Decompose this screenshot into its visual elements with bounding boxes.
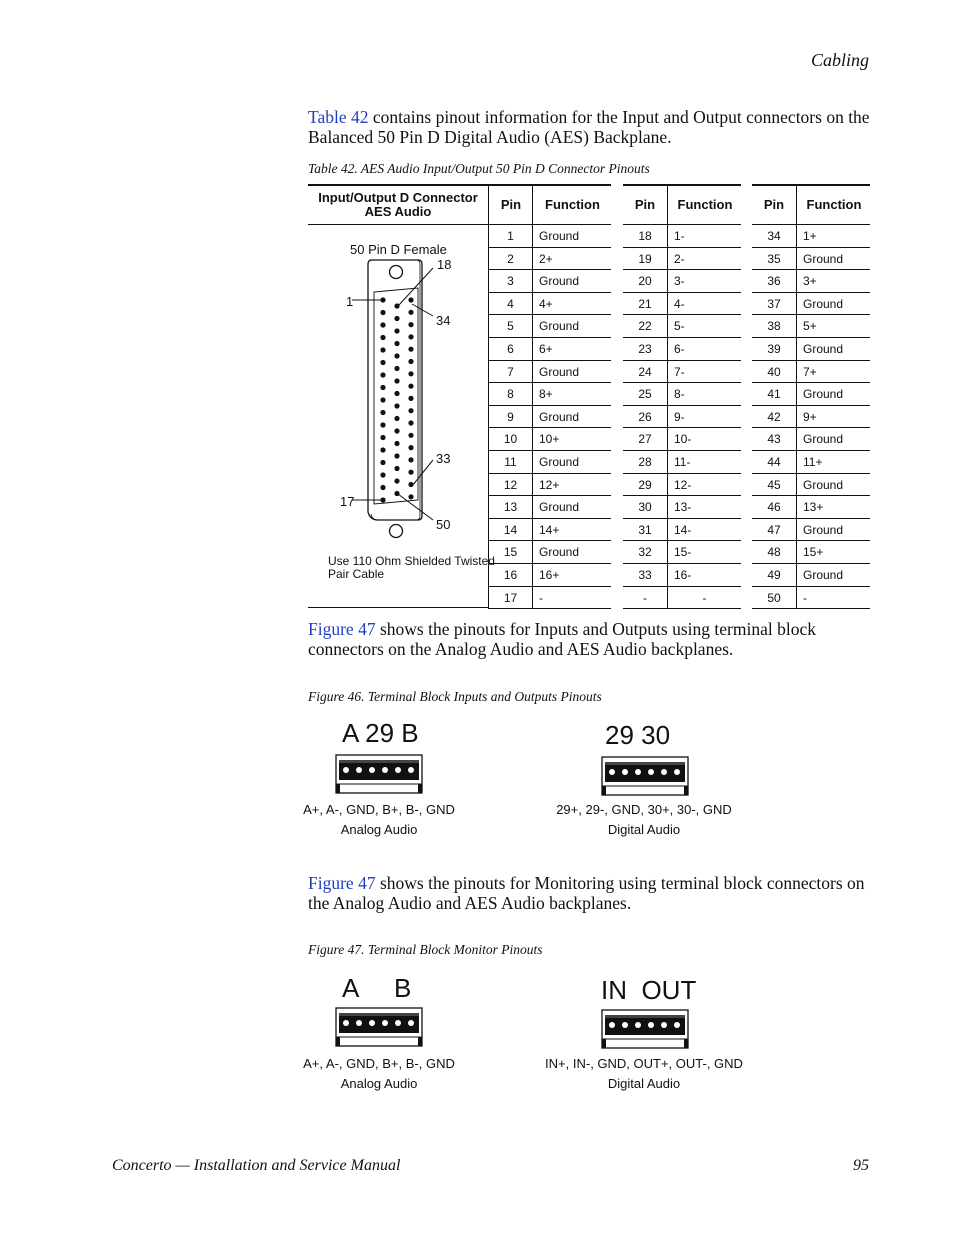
connector-pin — [408, 494, 413, 499]
connector-pin — [394, 478, 399, 483]
connector-pin — [408, 445, 413, 450]
table-function-cell: Ground — [532, 406, 611, 429]
table-pin-cell: 14 — [488, 519, 532, 542]
table-pin-cell: 18 — [623, 225, 667, 248]
table-pin-cell: 21 — [623, 293, 667, 316]
table-function-cell: 10- — [667, 428, 741, 451]
terminal-block-icon — [335, 754, 425, 794]
paragraph-monitor-text: shows the pinouts for Monitoring using terminal block connectors on the Analog Audio and AES Audio backplanes. — [308, 873, 865, 913]
table-function-cell: Ground — [532, 225, 611, 248]
table-pin-cell: 22 — [623, 315, 667, 338]
table-42-link[interactable]: Table 42 — [308, 107, 369, 127]
figure-47-caption: Figure 47. Terminal Block Monitor Pinouts — [308, 942, 543, 957]
table-pin-cell: 12 — [488, 474, 532, 497]
connector-pin — [408, 371, 413, 376]
table-function-cell: 1- — [667, 225, 741, 248]
function-header-3: Function — [796, 186, 871, 224]
connector-header-line1: Input/Output D Connector — [318, 190, 478, 205]
table-pin-cell: 26 — [623, 406, 667, 429]
fig47-right-name: Digital Audio — [607, 1076, 681, 1091]
connector-pin — [380, 310, 385, 315]
table-pin-cell: 23 — [623, 338, 667, 361]
table-pin-cell: 3 — [488, 270, 532, 293]
table-pin-cell: 45 — [752, 474, 796, 497]
table-function-cell: 6- — [667, 338, 741, 361]
table-function-cell: - — [532, 587, 611, 610]
connector-pin — [394, 403, 399, 408]
fig46-right-name: Digital Audio — [607, 822, 681, 837]
table-function-cell: 4+ — [532, 293, 611, 316]
table-function-cell: 12+ — [532, 474, 611, 497]
connector-header-line2: AES Audio — [364, 204, 432, 219]
table-caption: Table 42. AES Audio Input/Output 50 Pin D Connector Pinouts — [308, 161, 650, 176]
fig46-left-name: Analog Audio — [340, 822, 418, 837]
connector-column-header — [308, 186, 488, 224]
pin-label-50: 50 — [436, 517, 451, 532]
connector-pin — [380, 385, 385, 390]
table-function-cell: 6+ — [532, 338, 611, 361]
terminal-block-icon — [601, 1009, 691, 1049]
table-function-cell: 11- — [667, 451, 741, 474]
table-function-cell: Ground — [796, 564, 870, 587]
table-pin-cell: 1 — [488, 225, 532, 248]
table-pin-cell: 48 — [752, 541, 796, 564]
table-pin-cell: 34 — [752, 225, 796, 248]
table-pin-cell: 39 — [752, 338, 796, 361]
table-pin-cell: 5 — [488, 315, 532, 338]
figure-47-link-1[interactable]: Figure 47 — [308, 619, 376, 639]
table-function-cell: Ground — [532, 315, 611, 338]
connector-pin — [394, 441, 399, 446]
table-pin-cell: 24 — [623, 361, 667, 384]
connector-pin — [394, 428, 399, 433]
table-pin-cell: 38 — [752, 315, 796, 338]
pinout-table-body — [0, 225, 954, 609]
fig47-right-terminal-block — [601, 1009, 691, 1053]
table-pin-cell: 20 — [623, 270, 667, 293]
mounting-hole-top — [390, 266, 403, 279]
table-pin-cell: 47 — [752, 519, 796, 542]
table-function-cell: 2+ — [532, 248, 611, 271]
connector-pin — [394, 366, 399, 371]
function-header-2: Function — [667, 186, 742, 224]
leader-pin-50 — [398, 494, 433, 520]
table-pin-cell: 37 — [752, 293, 796, 316]
mounting-hole-bottom — [390, 525, 403, 538]
table-pin-cell: 27 — [623, 428, 667, 451]
table-pin-cell: 8 — [488, 383, 532, 406]
connector-pin — [394, 303, 399, 308]
table-pin-cell: 9 — [488, 406, 532, 429]
table-pin-cell: 32 — [623, 541, 667, 564]
connector-pin — [408, 408, 413, 413]
connector-pin — [408, 297, 413, 302]
leader-pin-18 — [398, 268, 433, 306]
connector-pin — [380, 397, 385, 402]
connector-pin — [408, 310, 413, 315]
table-pin-cell: 33 — [623, 564, 667, 587]
table-pin-cell: 30 — [623, 496, 667, 519]
table-function-cell: 13- — [667, 496, 741, 519]
terminal-block-icon — [601, 756, 691, 796]
table-pin-cell: 41 — [752, 383, 796, 406]
table-function-cell: Ground — [796, 474, 870, 497]
connector-pin — [380, 447, 385, 452]
table-function-cell: Ground — [532, 361, 611, 384]
table-pin-cell: 40 — [752, 361, 796, 384]
table-function-cell: 1+ — [796, 225, 870, 248]
table-function-cell: 3- — [667, 270, 741, 293]
cable-note-line1: Use 110 Ohm Shielded Twisted — [328, 554, 495, 568]
table-pin-cell: 4 — [488, 293, 532, 316]
table-pin-cell: 43 — [752, 428, 796, 451]
connector-pin — [408, 457, 413, 462]
fig47-left-name: Analog Audio — [340, 1076, 418, 1091]
connector-pin — [380, 472, 385, 477]
table-pin-cell: 2 — [488, 248, 532, 271]
table-function-cell: 9- — [667, 406, 741, 429]
table-function-cell: Ground — [796, 293, 870, 316]
table-pin-cell: 49 — [752, 564, 796, 587]
connector-pin — [394, 378, 399, 383]
table-function-cell: 16- — [667, 564, 741, 587]
table-function-cell: 15- — [667, 541, 741, 564]
table-function-cell: 14+ — [532, 519, 611, 542]
connector-pin — [408, 384, 413, 389]
intro-paragraph — [308, 107, 873, 147]
table-function-cell: 4- — [667, 293, 741, 316]
table-function-cell: 14- — [667, 519, 741, 542]
table-pin-cell: 19 — [623, 248, 667, 271]
table-pin-cell: 28 — [623, 451, 667, 474]
pin-header-2: Pin — [634, 197, 656, 212]
table-function-cell: 2- — [667, 248, 741, 271]
table-function-cell: 3+ — [796, 270, 870, 293]
pin-label-1: 1 — [346, 294, 354, 309]
table-function-cell: 9+ — [796, 406, 870, 429]
table-pin-cell: 17 — [488, 587, 532, 610]
connector-pin — [408, 359, 413, 364]
paragraph-monitor — [308, 873, 873, 913]
fig47-left-pins: A+, A-, GND, B+, B-, GND — [303, 1056, 455, 1071]
fig46-right-terminal-block — [601, 756, 691, 800]
running-header: Cabling — [810, 50, 869, 70]
table-pin-cell: 25 — [623, 383, 667, 406]
connector-pin — [408, 433, 413, 438]
table-function-cell: 7+ — [796, 361, 870, 384]
connector-title: 50 Pin D Female — [350, 242, 447, 257]
table-pin-cell: 10 — [488, 428, 532, 451]
table-function-cell: Ground — [796, 519, 870, 542]
cable-note-line2: Pair Cable — [328, 567, 385, 581]
intro-text: contains pinout information for the Input and Output connectors on the Balanced 50 Pin D Digital Audio (AES) Backplane. — [308, 107, 870, 147]
table-pin-cell: 29 — [623, 474, 667, 497]
connector-pins — [380, 297, 413, 502]
connector-pin — [394, 391, 399, 396]
pin-label-33: 33 — [436, 451, 451, 466]
footer-manual-title: Concerto — Installation and Service Manual — [112, 1157, 401, 1174]
pin-label-18: 18 — [437, 257, 452, 272]
connector-pin — [380, 335, 385, 340]
pin-header-3: Pin — [763, 197, 785, 212]
connector-pin — [380, 372, 385, 377]
connector-pin — [408, 420, 413, 425]
table-pin-cell: - — [623, 587, 667, 610]
paragraph-io — [308, 619, 873, 659]
table-function-cell: Ground — [796, 248, 870, 271]
connector-cell-bottom-rule — [308, 607, 488, 608]
pin-label-17: 17 — [340, 494, 355, 509]
table-pin-cell: 6 — [488, 338, 532, 361]
fig47-left-terminal-block — [335, 1007, 425, 1051]
table-function-cell: 13+ — [796, 496, 870, 519]
terminal-block-icon — [335, 1007, 425, 1047]
connector-pin — [394, 341, 399, 346]
connector-pin — [380, 485, 385, 490]
table-function-cell: Ground — [796, 338, 870, 361]
table-pin-cell: 35 — [752, 248, 796, 271]
connector-pin — [380, 322, 385, 327]
table-function-cell: 11+ — [796, 451, 870, 474]
table-function-cell: 16+ — [532, 564, 611, 587]
pin-label-34: 34 — [436, 313, 451, 328]
connector-pin — [394, 416, 399, 421]
table-function-cell: 7- — [667, 361, 741, 384]
fig47-right-pins: IN+, IN-, GND, OUT+, OUT-, GND — [545, 1056, 743, 1071]
table-pin-cell: 11 — [488, 451, 532, 474]
connector-pin — [408, 470, 413, 475]
connector-pin — [380, 460, 385, 465]
fig47-left-label: A B — [342, 973, 412, 1003]
table-function-cell: 10+ — [532, 428, 611, 451]
table-function-cell: - — [796, 587, 870, 610]
connector-pin — [394, 353, 399, 358]
table-pin-cell: 31 — [623, 519, 667, 542]
table-function-cell: Ground — [532, 451, 611, 474]
table-function-cell: Ground — [796, 428, 870, 451]
connector-pin — [394, 491, 399, 496]
connector-pin — [380, 435, 385, 440]
connector-pin — [380, 422, 385, 427]
fig46-left-terminal-block — [335, 754, 425, 798]
table-pin-cell: 44 — [752, 451, 796, 474]
table-function-cell: 15+ — [796, 541, 870, 564]
table-pin-cell: 15 — [488, 541, 532, 564]
table-function-cell: Ground — [532, 270, 611, 293]
connector-pin — [408, 334, 413, 339]
connector-pin — [380, 347, 385, 352]
table-function-cell: 5+ — [796, 315, 870, 338]
fig46-right-pins: 29+, 29-, GND, 30+, 30-, GND — [556, 802, 732, 817]
connector-pin — [394, 453, 399, 458]
table-function-cell: Ground — [532, 541, 611, 564]
pin-header-1: Pin — [488, 186, 533, 224]
function-header-1: Function — [532, 186, 612, 224]
table-pin-cell: 13 — [488, 496, 532, 519]
table-pin-cell: 50 — [752, 587, 796, 610]
connector-pin — [394, 466, 399, 471]
fig46-left-pins: A+, A-, GND, B+, B-, GND — [303, 802, 455, 817]
connector-pin — [380, 360, 385, 365]
table-function-cell: - — [667, 587, 741, 610]
table-function-cell: 12- — [667, 474, 741, 497]
connector-pin — [408, 396, 413, 401]
table-function-cell: 8- — [667, 383, 741, 406]
connector-pin — [380, 410, 385, 415]
fig46-right-label: 29 30 — [605, 720, 671, 750]
table-function-cell: Ground — [532, 496, 611, 519]
connector-pin — [394, 316, 399, 321]
figure-46-caption: Figure 46. Terminal Block Inputs and Outputs Pinouts — [308, 689, 602, 704]
table-pin-cell: 36 — [752, 270, 796, 293]
fig47-right-label: IN OUT — [601, 975, 697, 1005]
table-function-cell: 8+ — [532, 383, 611, 406]
footer-page-number: 95 — [853, 1157, 869, 1174]
paragraph-io-text: shows the pinouts for Inputs and Outputs using terminal block connectors on the Analog Audio and AES Audio backplanes. — [308, 619, 816, 659]
table-function-cell: Ground — [796, 383, 870, 406]
connector-pin — [408, 347, 413, 352]
table-function-cell: 5- — [667, 315, 741, 338]
table-pin-cell: 42 — [752, 406, 796, 429]
cable-note — [328, 555, 495, 581]
connector-pin — [408, 322, 413, 327]
fig46-left-label: A 29 B — [342, 718, 419, 748]
table-pin-cell: 7 — [488, 361, 532, 384]
connector-pin — [394, 328, 399, 333]
table-pin-cell: 16 — [488, 564, 532, 587]
figure-47-link-2[interactable]: Figure 47 — [308, 873, 376, 893]
table-pin-cell: 46 — [752, 496, 796, 519]
